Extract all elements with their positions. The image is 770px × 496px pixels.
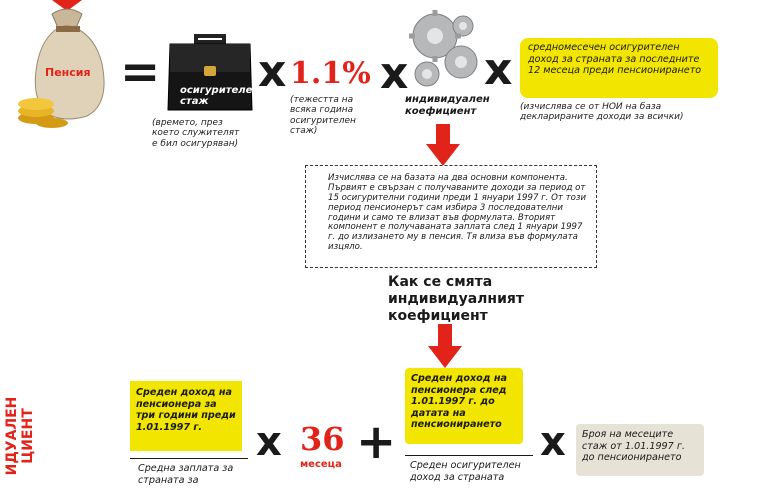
plus-sign: + [356,414,397,470]
right-numerator: Среден доход на пенсионера след 1.01.1997 г. до датата на пенсионирането [405,368,523,444]
down-arrow-2 [428,324,462,368]
times-sign-1: x [258,46,287,97]
months-value: 36 [300,420,345,458]
side-label: ИДУАЛЕН ЦИЕНТ [4,396,36,476]
percent-value: 1.1% [290,56,371,91]
months-count-box: Броя на месеците стаж от 1.01.1997 г. до пенсионирането [576,424,704,476]
right-denominator: Среден осигурителен доход за страната [410,460,521,483]
briefcase-icon [164,32,260,122]
briefcase-caption: (времето, през което служителят е бил осигуряван) [152,118,240,149]
times-sign-5: x [540,419,566,465]
times-sign-4: x [256,419,282,465]
equals-sign: = [120,44,161,100]
left-denominator: Средна заплата за страната за [138,463,234,486]
left-numerator: Среден доход на пенсионера за три години преди 1.01.1997 г. [130,381,242,451]
income-box: средномесечен осигурителен доход за страната за последните 12 месеца преди пенсионирането [520,38,718,98]
right-fraction-line [405,455,533,456]
pension-label: Пенсия [45,66,91,79]
briefcase-label: осигурителен стаж [180,85,260,107]
left-fraction-line [130,458,248,459]
income-caption: (изчислява се от НОИ на база декларираните доходи за всички) [520,102,684,123]
months-label: месеца [300,459,342,470]
gears-icon [405,6,485,94]
how-title: Как се смята индивидуалният коефициент [388,274,524,324]
explanation-box: Изчислява се на базата на два основни компонента. Първият е свързан с получаваните доходи за период от 15 осигурителни години преди 1 януари 1997 г. От този период пенсионерът сам избира 3 последователни години и само те влизат във формулата. Вторият компонент е получаваната заплата след 1 януари 1997 г. до излизането му в пенсия. Тя влиза във формулата изцяло. [305,165,597,268]
times-sign-3: x [484,44,513,95]
percent-caption: (тежестта на всяка година осигурителен стаж) [290,95,356,137]
down-arrow-1 [426,124,460,166]
gears-label: индивидуален коефициент [405,94,490,117]
times-sign-2: x [380,48,409,99]
